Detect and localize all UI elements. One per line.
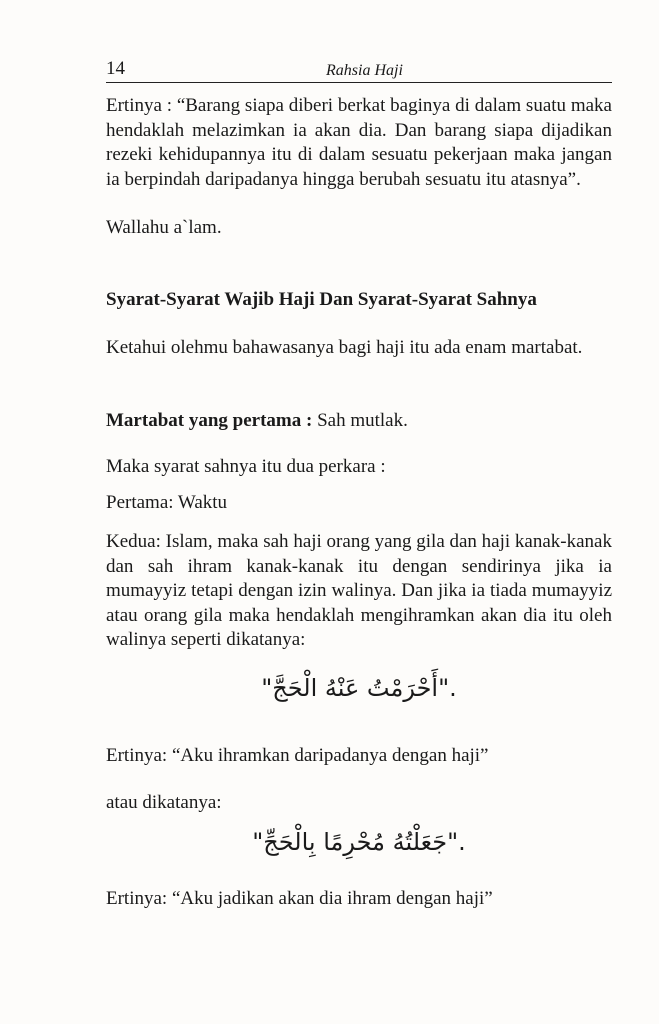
running-title: Rahsia Haji xyxy=(326,62,403,79)
page-number: 14 xyxy=(106,58,125,79)
martabat-value: Sah mutlak. xyxy=(312,410,408,431)
arabic-phrase-muhrim: ."جَعَلْتُهُ مُحْرِمًا بِالْحَجِّ" xyxy=(252,828,466,856)
section-heading: Syarat-Syarat Wajib Haji Dan Syarat-Syarat Sahnya xyxy=(106,289,537,310)
paragraph-ertinya-ihramkan: Ertinya: “Aku ihramkan daripadanya dengan haji” xyxy=(106,745,489,766)
paragraph-ertinya-berkat: Ertinya : “Barang siapa diberi berkat baginya di dalam suatu maka hendaklah melazimkan ia akan dia. Dan barang siapa dijadikan rezeki kehidupannya itu di dalam sesuatu pekerjaan maka jangan ia berpindah daripadanya hingga berubah sesuatu itu atasnya”. xyxy=(106,95,612,190)
paragraph-pertama-waktu: Pertama: Waktu xyxy=(106,492,228,513)
paragraph-kedua-islam: Kedua: Islam, maka sah haji orang yang gila dan haji kanak-kanak dan sah ihram kanak-kanak itu dengan sendirinya jika ia mumayyiz tetapi dengan izin walinya. Dan jika ia tiada mumayyiz atau orang gila maka hendaklah mengihramkan akan dia itu oleh walinya seperti dikatanya: xyxy=(106,531,612,650)
martabat-label: Martabat yang pertama : xyxy=(106,410,313,431)
paragraph-enam-martabat: Ketahui olehmu bahawasanya bagi haji itu ada enam martabat. xyxy=(106,337,583,358)
page-header xyxy=(106,58,612,83)
paragraph-syarat-sahnya: Maka syarat sahnya itu dua perkara : xyxy=(106,456,386,477)
paragraph-atau-dikatanya: atau dikatanya: xyxy=(106,792,222,813)
paragraph-martabat-pertama xyxy=(106,409,612,434)
paragraph-ertinya-jadikan: Ertinya: “Aku jadikan akan dia ihram dengan haji” xyxy=(106,888,493,909)
arabic-phrase-ihram: ."أَحْرَمْتُ عَنْهُ الْحَجَّ" xyxy=(261,674,457,702)
paragraph-wallahu-alam: Wallahu a`lam. xyxy=(106,217,222,238)
